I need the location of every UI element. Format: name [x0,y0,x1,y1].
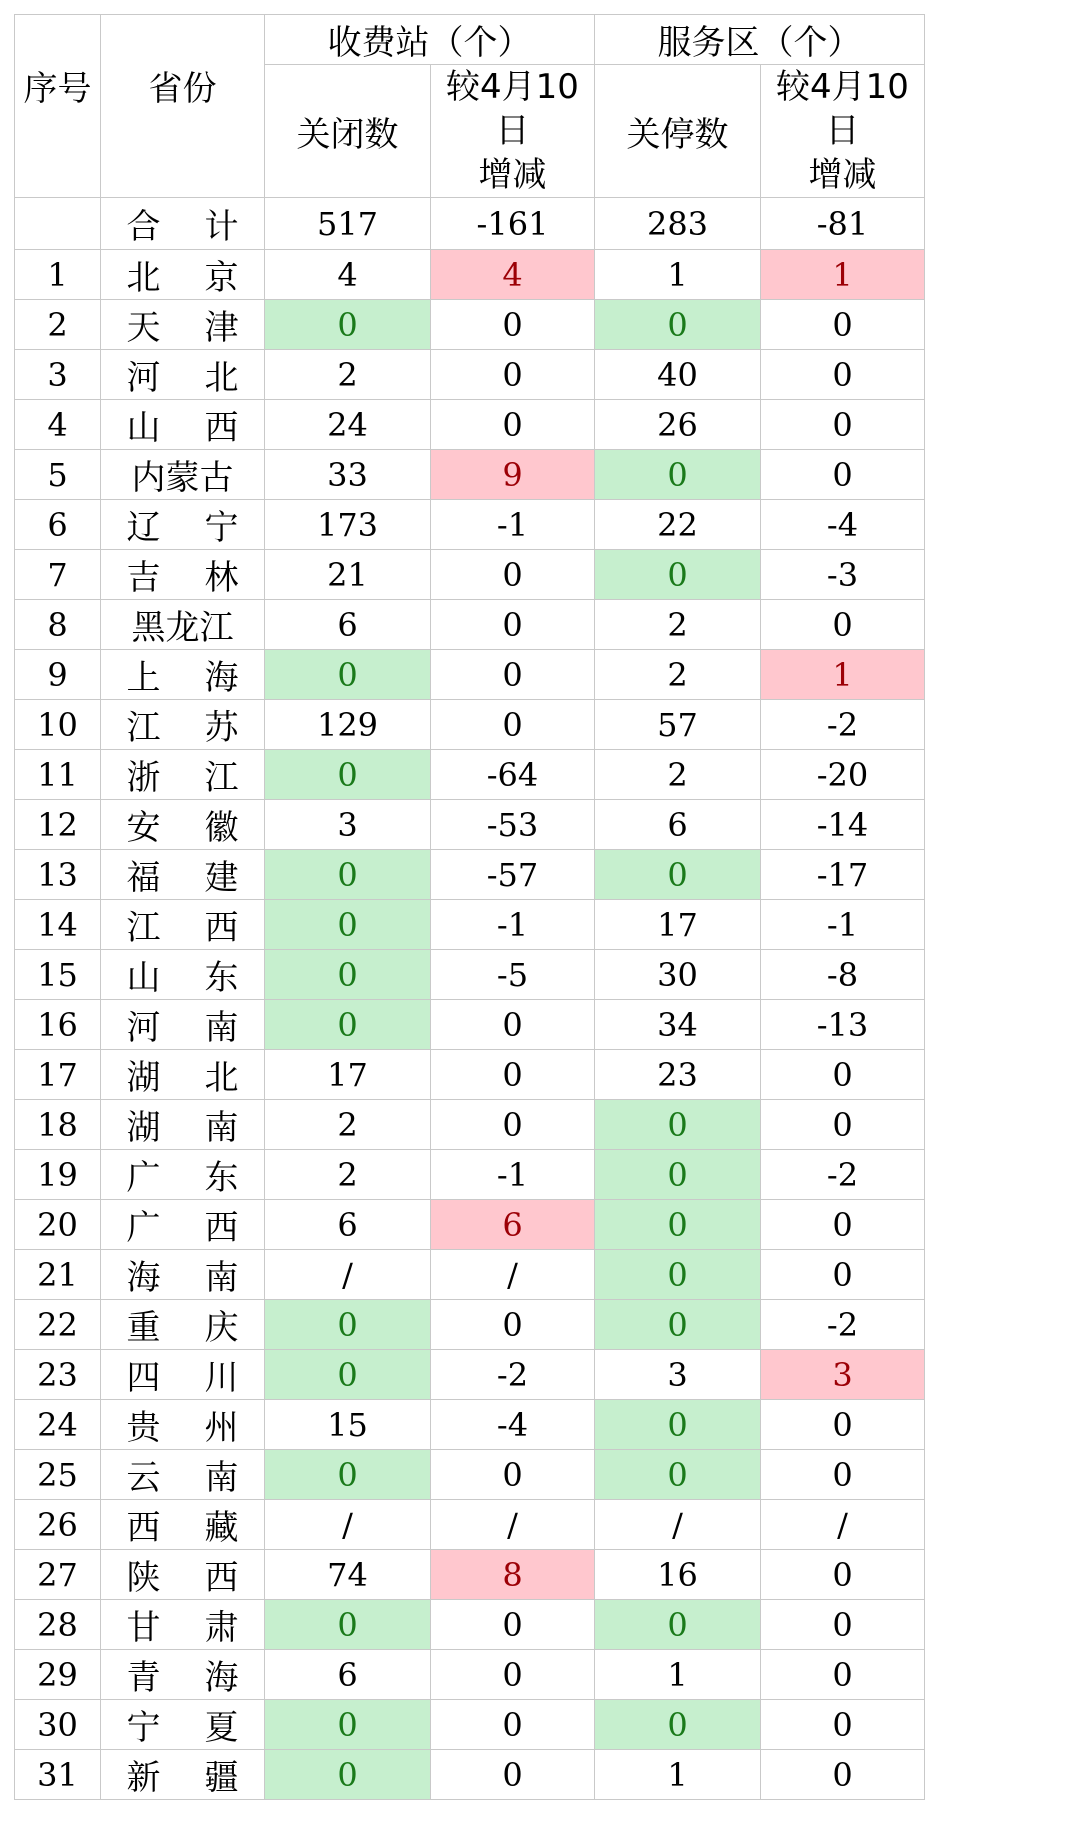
row-service-change: 0 [761,1100,925,1150]
row-province [101,1000,265,1050]
row-toll-change: 0 [431,1700,595,1750]
table-row [15,700,925,750]
row-toll-closed: 0 [265,1350,431,1400]
row-service-change: 0 [761,300,925,350]
row-province [101,1050,265,1100]
table-row [15,900,925,950]
row-toll-closed: 4 [265,250,431,300]
row-service-change: -8 [761,950,925,1000]
row-service-change: 1 [761,650,925,700]
row-index: 10 [15,700,101,750]
row-province-text: 浙 江 [126,758,239,798]
row-toll-closed: 0 [265,1700,431,1750]
table-row [15,1450,925,1500]
row-toll-change: 6 [431,1200,595,1250]
row-service-closed: 0 [595,1400,761,1450]
row-service-change: 3 [761,1350,925,1400]
table-row [15,350,925,400]
row-toll-closed: 173 [265,500,431,550]
row-province-text: 广 西 [126,1208,239,1248]
row-toll-closed: 6 [265,1650,431,1700]
row-index: 26 [15,1500,101,1550]
row-province-text: 陕 西 [126,1558,239,1598]
row-toll-closed: 0 [265,1300,431,1350]
row-toll-closed: 0 [265,1750,431,1800]
table-row [15,1650,925,1700]
table-row [15,1200,925,1250]
row-service-change: -2 [761,1300,925,1350]
row-service-change: 0 [761,1700,925,1750]
row-service-closed: 0 [595,1100,761,1150]
table-row [15,650,925,700]
row-province [101,550,265,600]
row-province-text: 江 苏 [126,708,239,748]
table-row [15,1250,925,1300]
row-province [101,950,265,1000]
row-service-change: 0 [761,1200,925,1250]
row-toll-closed: 0 [265,1600,431,1650]
row-province [101,250,265,300]
table-row [15,1750,925,1800]
row-service-closed: 0 [595,1700,761,1750]
table-row [15,800,925,850]
row-province-text: 四 川 [126,1358,239,1398]
table-row [15,1150,925,1200]
total-row [15,198,925,250]
row-service-closed: 40 [595,350,761,400]
row-service-change: -17 [761,850,925,900]
total-toll-change: -161 [431,198,595,250]
row-service-change: 0 [761,400,925,450]
table-row [15,600,925,650]
row-service-closed: 0 [595,1600,761,1650]
header-service-closed: 关停数 [595,65,761,198]
table-row [15,450,925,500]
row-service-closed: 6 [595,800,761,850]
table-row [15,400,925,450]
row-province-text: 新 疆 [126,1758,239,1798]
row-index: 31 [15,1750,101,1800]
row-toll-closed: 6 [265,1200,431,1250]
row-province [101,450,265,500]
table-row [15,550,925,600]
row-index: 1 [15,250,101,300]
row-toll-change: 0 [431,550,595,600]
row-province-text: 安 徽 [126,808,239,848]
table-row [15,1700,925,1750]
row-toll-closed: 2 [265,350,431,400]
row-index: 6 [15,500,101,550]
header-toll-group: 收费站（个） [265,15,595,65]
table-row [15,750,925,800]
header-toll-change: 较4月10日 增减 [431,65,595,198]
row-province [101,500,265,550]
table-row [15,1500,925,1550]
row-province [101,1350,265,1400]
row-province [101,400,265,450]
table-row [15,1300,925,1350]
row-service-closed: 57 [595,700,761,750]
row-toll-closed: / [265,1250,431,1300]
row-toll-closed: / [265,1500,431,1550]
row-province-text: 湖 北 [126,1058,239,1098]
table-row [15,1550,925,1600]
row-service-closed: 0 [595,550,761,600]
row-service-closed: 0 [595,850,761,900]
row-index: 3 [15,350,101,400]
row-service-closed: 0 [595,1200,761,1250]
row-province [101,700,265,750]
row-province [101,600,265,650]
row-service-change: -4 [761,500,925,550]
row-service-closed: 2 [595,750,761,800]
header-service-change: 较4月10日 增减 [761,65,925,198]
row-index: 16 [15,1000,101,1050]
row-service-closed: / [595,1500,761,1550]
row-province-text: 内蒙古 [131,458,234,498]
row-service-closed: 0 [595,1150,761,1200]
row-province-text: 福 建 [126,858,239,898]
row-index: 8 [15,600,101,650]
table-row [15,1600,925,1650]
row-service-change: 0 [761,450,925,500]
row-service-change: -1 [761,900,925,950]
row-toll-closed: 0 [265,900,431,950]
row-province-text: 广 东 [126,1158,239,1198]
row-province-text: 贵 州 [126,1408,239,1448]
table-row [15,950,925,1000]
row-toll-change: 9 [431,450,595,500]
row-toll-closed: 0 [265,1000,431,1050]
row-province-text: 山 西 [126,408,239,448]
row-province-text: 重 庆 [126,1308,239,1348]
row-service-change: 0 [761,1650,925,1700]
row-province-text: 青 海 [126,1658,239,1698]
row-province [101,1650,265,1700]
row-toll-closed: 129 [265,700,431,750]
row-service-closed: 16 [595,1550,761,1600]
row-province [101,1500,265,1550]
row-index: 22 [15,1300,101,1350]
total-service-closed: 283 [595,198,761,250]
row-service-change: 0 [761,1750,925,1800]
row-index: 15 [15,950,101,1000]
row-province-text: 北 京 [126,258,239,298]
total-toll-closed: 517 [265,198,431,250]
table-row [15,300,925,350]
row-index: 17 [15,1050,101,1100]
row-toll-change: -64 [431,750,595,800]
row-toll-change: 8 [431,1550,595,1600]
row-service-change: -2 [761,700,925,750]
row-province-text: 辽 宁 [126,508,239,548]
row-service-change: 0 [761,1450,925,1500]
row-province-text: 吉 林 [126,558,239,598]
row-service-change: -3 [761,550,925,600]
row-service-closed: 30 [595,950,761,1000]
row-index: 24 [15,1400,101,1450]
row-toll-closed: 24 [265,400,431,450]
row-province [101,800,265,850]
row-province [101,1450,265,1500]
table-row [15,850,925,900]
row-index: 18 [15,1100,101,1150]
row-province-text: 云 南 [126,1458,239,1498]
row-service-closed: 1 [595,250,761,300]
row-service-change: 0 [761,1550,925,1600]
row-toll-change: 0 [431,1450,595,1500]
row-province [101,350,265,400]
table-row [15,250,925,300]
table-row [15,500,925,550]
table-row [15,1000,925,1050]
header-province: 省份 [101,15,265,198]
row-toll-closed: 33 [265,450,431,500]
table-row [15,1100,925,1150]
row-province [101,1150,265,1200]
row-toll-change: -1 [431,500,595,550]
table-row [15,1050,925,1100]
row-service-closed: 1 [595,1750,761,1800]
row-toll-closed: 0 [265,950,431,1000]
row-province [101,900,265,950]
row-toll-change: 0 [431,1000,595,1050]
row-toll-closed: 0 [265,850,431,900]
total-label [101,198,265,250]
row-province-text: 宁 夏 [126,1708,239,1748]
row-index: 23 [15,1350,101,1400]
row-service-closed: 26 [595,400,761,450]
row-toll-closed: 3 [265,800,431,850]
row-service-change: / [761,1500,925,1550]
row-index: 4 [15,400,101,450]
row-toll-change: 0 [431,1050,595,1100]
row-province [101,1400,265,1450]
row-province-text: 河 南 [126,1008,239,1048]
row-toll-change: 0 [431,700,595,750]
row-province [101,850,265,900]
header-toll-closed: 关闭数 [265,65,431,198]
row-province [101,1100,265,1150]
row-service-change: -2 [761,1150,925,1200]
row-province [101,300,265,350]
row-index: 21 [15,1250,101,1300]
row-toll-closed: 6 [265,600,431,650]
total-label-text: 合 计 [126,207,239,247]
row-toll-closed: 2 [265,1100,431,1150]
row-service-change: 0 [761,1400,925,1450]
row-toll-change: -1 [431,900,595,950]
row-province [101,1250,265,1300]
row-service-change: 1 [761,250,925,300]
row-index: 2 [15,300,101,350]
row-toll-closed: 74 [265,1550,431,1600]
row-toll-closed: 21 [265,550,431,600]
row-province-text: 上 海 [126,658,239,698]
row-toll-change: 0 [431,1650,595,1700]
row-index: 11 [15,750,101,800]
row-province-text: 湖 南 [126,1108,239,1148]
row-toll-change: 0 [431,1300,595,1350]
table-row [15,1400,925,1450]
row-toll-change: 0 [431,400,595,450]
row-toll-change: / [431,1250,595,1300]
row-service-closed: 17 [595,900,761,950]
row-index: 9 [15,650,101,700]
row-province [101,650,265,700]
header-service-group: 服务区（个） [595,15,925,65]
row-province-text: 山 东 [126,958,239,998]
header-row-group [15,15,925,65]
row-index: 7 [15,550,101,600]
row-index: 30 [15,1700,101,1750]
total-service-change: -81 [761,198,925,250]
row-service-change: 0 [761,1050,925,1100]
header-index: 序号 [15,15,101,198]
row-service-closed: 0 [595,300,761,350]
row-toll-change: -53 [431,800,595,850]
row-toll-closed: 0 [265,1450,431,1500]
row-toll-closed: 0 [265,650,431,700]
row-toll-change: 0 [431,300,595,350]
total-index [15,198,101,250]
row-toll-closed: 0 [265,750,431,800]
row-index: 28 [15,1600,101,1650]
row-service-closed: 0 [595,1250,761,1300]
row-index: 19 [15,1150,101,1200]
row-toll-change: 0 [431,350,595,400]
row-province [101,750,265,800]
row-toll-closed: 2 [265,1150,431,1200]
closure-table [14,14,925,1800]
row-province [101,1600,265,1650]
row-toll-closed: 0 [265,300,431,350]
row-service-closed: 2 [595,650,761,700]
row-toll-change: -5 [431,950,595,1000]
row-province [101,1200,265,1250]
row-service-change: 0 [761,350,925,400]
row-service-change: 0 [761,1600,925,1650]
row-service-closed: 0 [595,1300,761,1350]
row-province-text: 黑龙江 [131,608,234,648]
row-service-change: -20 [761,750,925,800]
row-service-closed: 23 [595,1050,761,1100]
row-toll-closed: 17 [265,1050,431,1100]
row-toll-change: 0 [431,1100,595,1150]
row-index: 5 [15,450,101,500]
row-province-text: 甘 肃 [126,1608,239,1648]
row-toll-closed: 15 [265,1400,431,1450]
row-index: 29 [15,1650,101,1700]
row-toll-change: 0 [431,650,595,700]
row-index: 13 [15,850,101,900]
row-index: 12 [15,800,101,850]
row-toll-change: 0 [431,600,595,650]
table-row [15,1350,925,1400]
row-index: 27 [15,1550,101,1600]
row-toll-change: -1 [431,1150,595,1200]
row-service-closed: 22 [595,500,761,550]
row-index: 14 [15,900,101,950]
row-province-text: 天 津 [126,308,239,348]
row-toll-change: -2 [431,1350,595,1400]
row-service-closed: 3 [595,1350,761,1400]
row-index: 20 [15,1200,101,1250]
row-toll-change: -57 [431,850,595,900]
row-province [101,1550,265,1600]
row-province [101,1700,265,1750]
row-province-text: 江 西 [126,908,239,948]
row-service-closed: 1 [595,1650,761,1700]
row-toll-change: 0 [431,1750,595,1800]
row-toll-change: 0 [431,1600,595,1650]
row-province [101,1750,265,1800]
row-service-closed: 0 [595,450,761,500]
row-province-text: 海 南 [126,1258,239,1298]
row-service-change: 0 [761,600,925,650]
row-service-change: 0 [761,1250,925,1300]
row-service-closed: 0 [595,1450,761,1500]
row-service-change: -14 [761,800,925,850]
row-toll-change: -4 [431,1400,595,1450]
row-toll-change: 4 [431,250,595,300]
row-province-text: 西 藏 [126,1508,239,1548]
row-service-closed: 2 [595,600,761,650]
row-service-change: -13 [761,1000,925,1050]
row-index: 25 [15,1450,101,1500]
row-province [101,1300,265,1350]
row-toll-change: / [431,1500,595,1550]
row-service-closed: 34 [595,1000,761,1050]
row-province-text: 河 北 [126,358,239,398]
